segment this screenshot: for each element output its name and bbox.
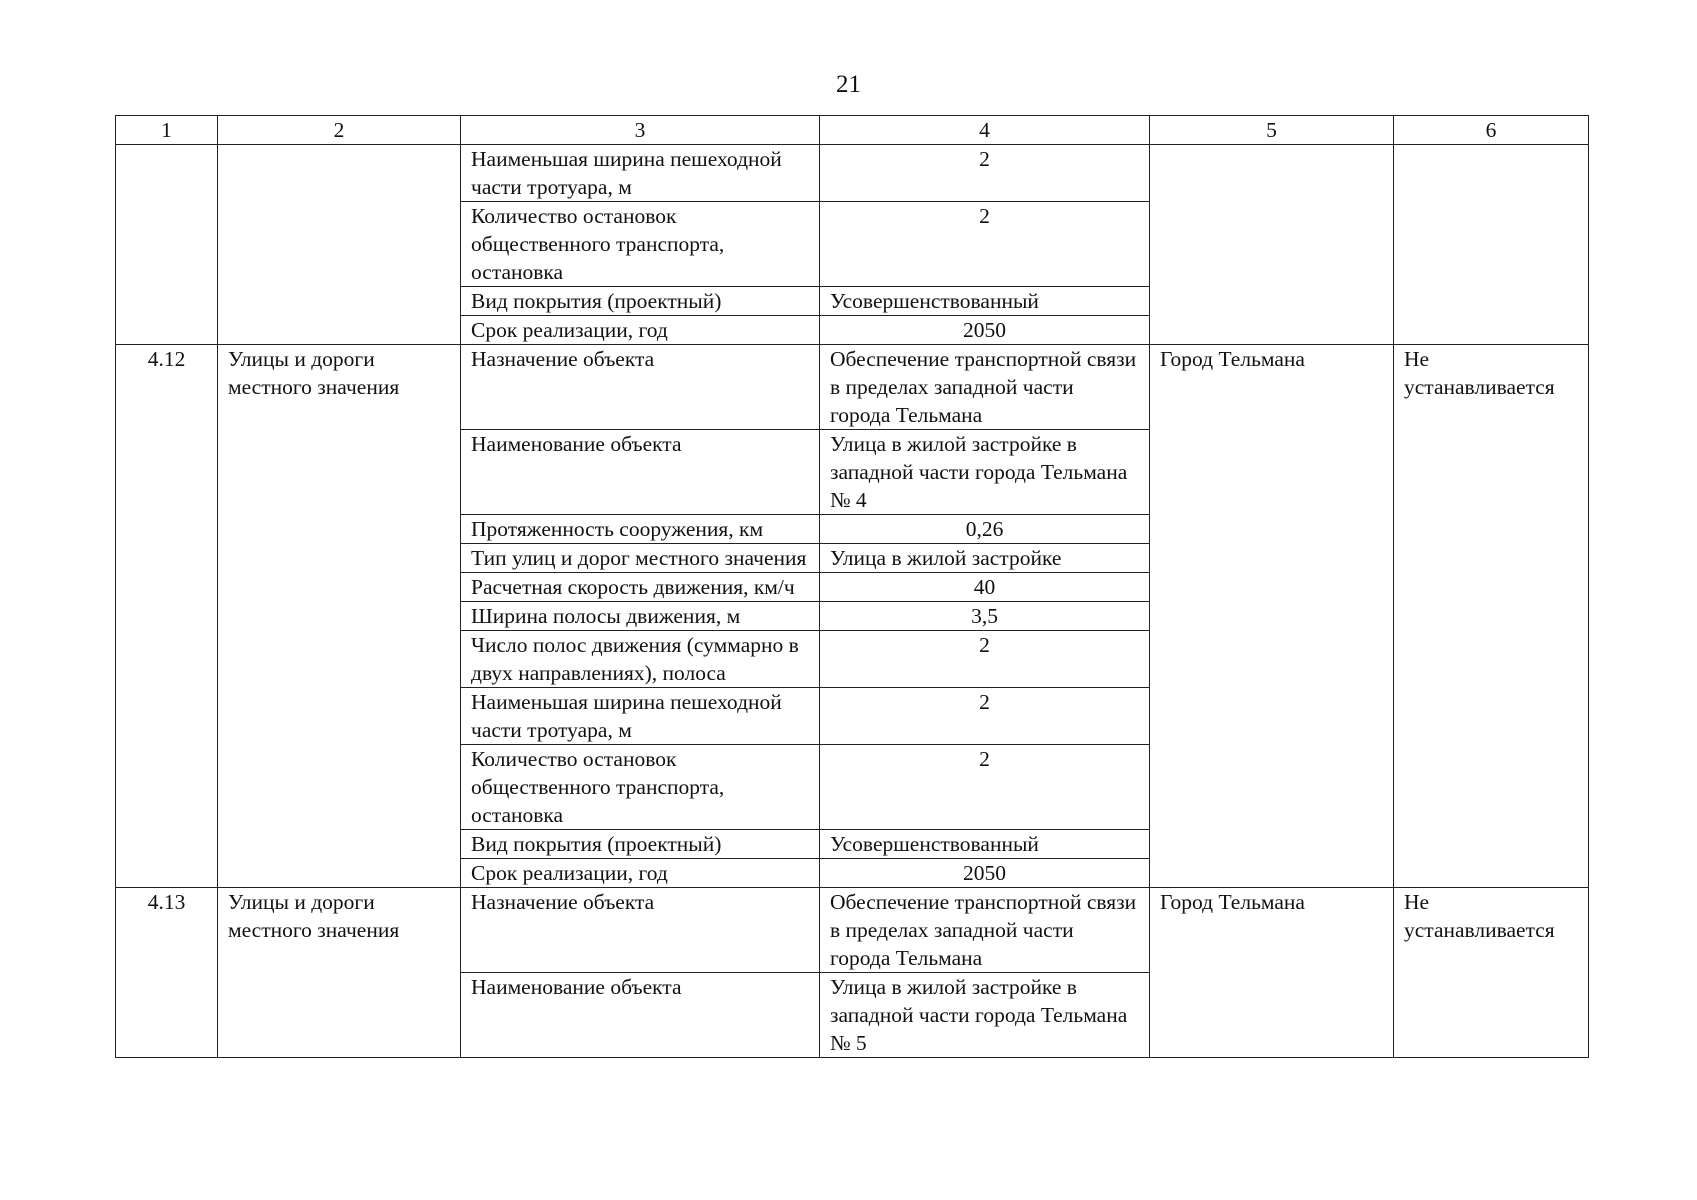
parameter-value-cell: 40 (820, 573, 1150, 602)
parameter-value-cell: 2 (820, 745, 1150, 830)
parameter-name-cell: Расчетная скорость движения, км/ч (461, 573, 820, 602)
parameter-name-cell: Протяженность сооружения, км (461, 515, 820, 544)
parameter-name-cell: Наименьшая ширина пешеходной части тротуара, м (461, 145, 820, 202)
item-number-cell: 4.12 (116, 345, 218, 888)
parameter-value-cell: Обеспечение транспортной связи в пределах западной части города Тельмана (820, 888, 1150, 973)
parameter-value-cell: 3,5 (820, 602, 1150, 631)
parameter-value-cell: Усовершенствованный (820, 830, 1150, 859)
parameter-name-cell: Наименьшая ширина пешеходной части тротуара, м (461, 688, 820, 745)
object-type-cell: Улицы и дороги местного значения (218, 888, 461, 1058)
parameter-name-cell: Число полос движения (суммарно в двух направлениях), полоса (461, 631, 820, 688)
header-cell: 4 (820, 116, 1150, 145)
location-cell: Город Тельмана (1150, 888, 1394, 1058)
parameter-value-cell: 2050 (820, 859, 1150, 888)
table-row (116, 345, 1589, 430)
empty-cell (116, 145, 218, 345)
parameter-name-cell: Количество остановок общественного транспорта, остановка (461, 202, 820, 287)
empty-cell (1150, 145, 1394, 345)
parameter-name-cell: Количество остановок общественного транспорта, остановка (461, 745, 820, 830)
parameter-value-cell: Улица в жилой застройке (820, 544, 1150, 573)
item-number-cell: 4.13 (116, 888, 218, 1058)
parameter-name-cell: Срок реализации, год (461, 859, 820, 888)
header-cell: 6 (1394, 116, 1589, 145)
parameter-value-cell: Обеспечение транспортной связи в пределах западной части города Тельмана (820, 345, 1150, 430)
table-row (116, 888, 1589, 973)
objects-table (115, 115, 1589, 1058)
parameter-name-cell: Назначение объекта (461, 345, 820, 430)
parameter-value-cell: 2 (820, 631, 1150, 688)
header-row (116, 116, 1589, 145)
parameter-name-cell: Срок реализации, год (461, 316, 820, 345)
parameter-name-cell: Вид покрытия (проектный) (461, 287, 820, 316)
parameter-name-cell: Тип улиц и дорог местного значения (461, 544, 820, 573)
object-type-cell: Улицы и дороги местного значения (218, 345, 461, 888)
empty-cell (1394, 145, 1589, 345)
header-cell: 5 (1150, 116, 1394, 145)
parameter-name-cell: Ширина полосы движения, м (461, 602, 820, 631)
header-cell: 1 (116, 116, 218, 145)
empty-cell (218, 145, 461, 345)
header-cell: 3 (461, 116, 820, 145)
table-row (116, 145, 1589, 202)
parameter-value-cell: Улица в жилой застройке в западной части города Тельмана № 4 (820, 430, 1150, 515)
parameter-name-cell: Наименование объекта (461, 430, 820, 515)
parameter-value-cell: Усовершенствованный (820, 287, 1150, 316)
page-number: 21 (836, 71, 861, 98)
zone-cell: Не устанавливается (1394, 888, 1589, 1058)
parameter-value-cell: 2 (820, 202, 1150, 287)
location-cell: Город Тельмана (1150, 345, 1394, 888)
parameter-value-cell: Улица в жилой застройке в западной части города Тельмана № 5 (820, 973, 1150, 1058)
parameter-value-cell: 0,26 (820, 515, 1150, 544)
zone-cell: Не устанавливается (1394, 345, 1589, 888)
parameter-name-cell: Наименование объекта (461, 973, 820, 1058)
parameter-name-cell: Вид покрытия (проектный) (461, 830, 820, 859)
parameter-value-cell: 2050 (820, 316, 1150, 345)
header-cell: 2 (218, 116, 461, 145)
parameter-value-cell: 2 (820, 688, 1150, 745)
parameter-name-cell: Назначение объекта (461, 888, 820, 973)
parameter-value-cell: 2 (820, 145, 1150, 202)
